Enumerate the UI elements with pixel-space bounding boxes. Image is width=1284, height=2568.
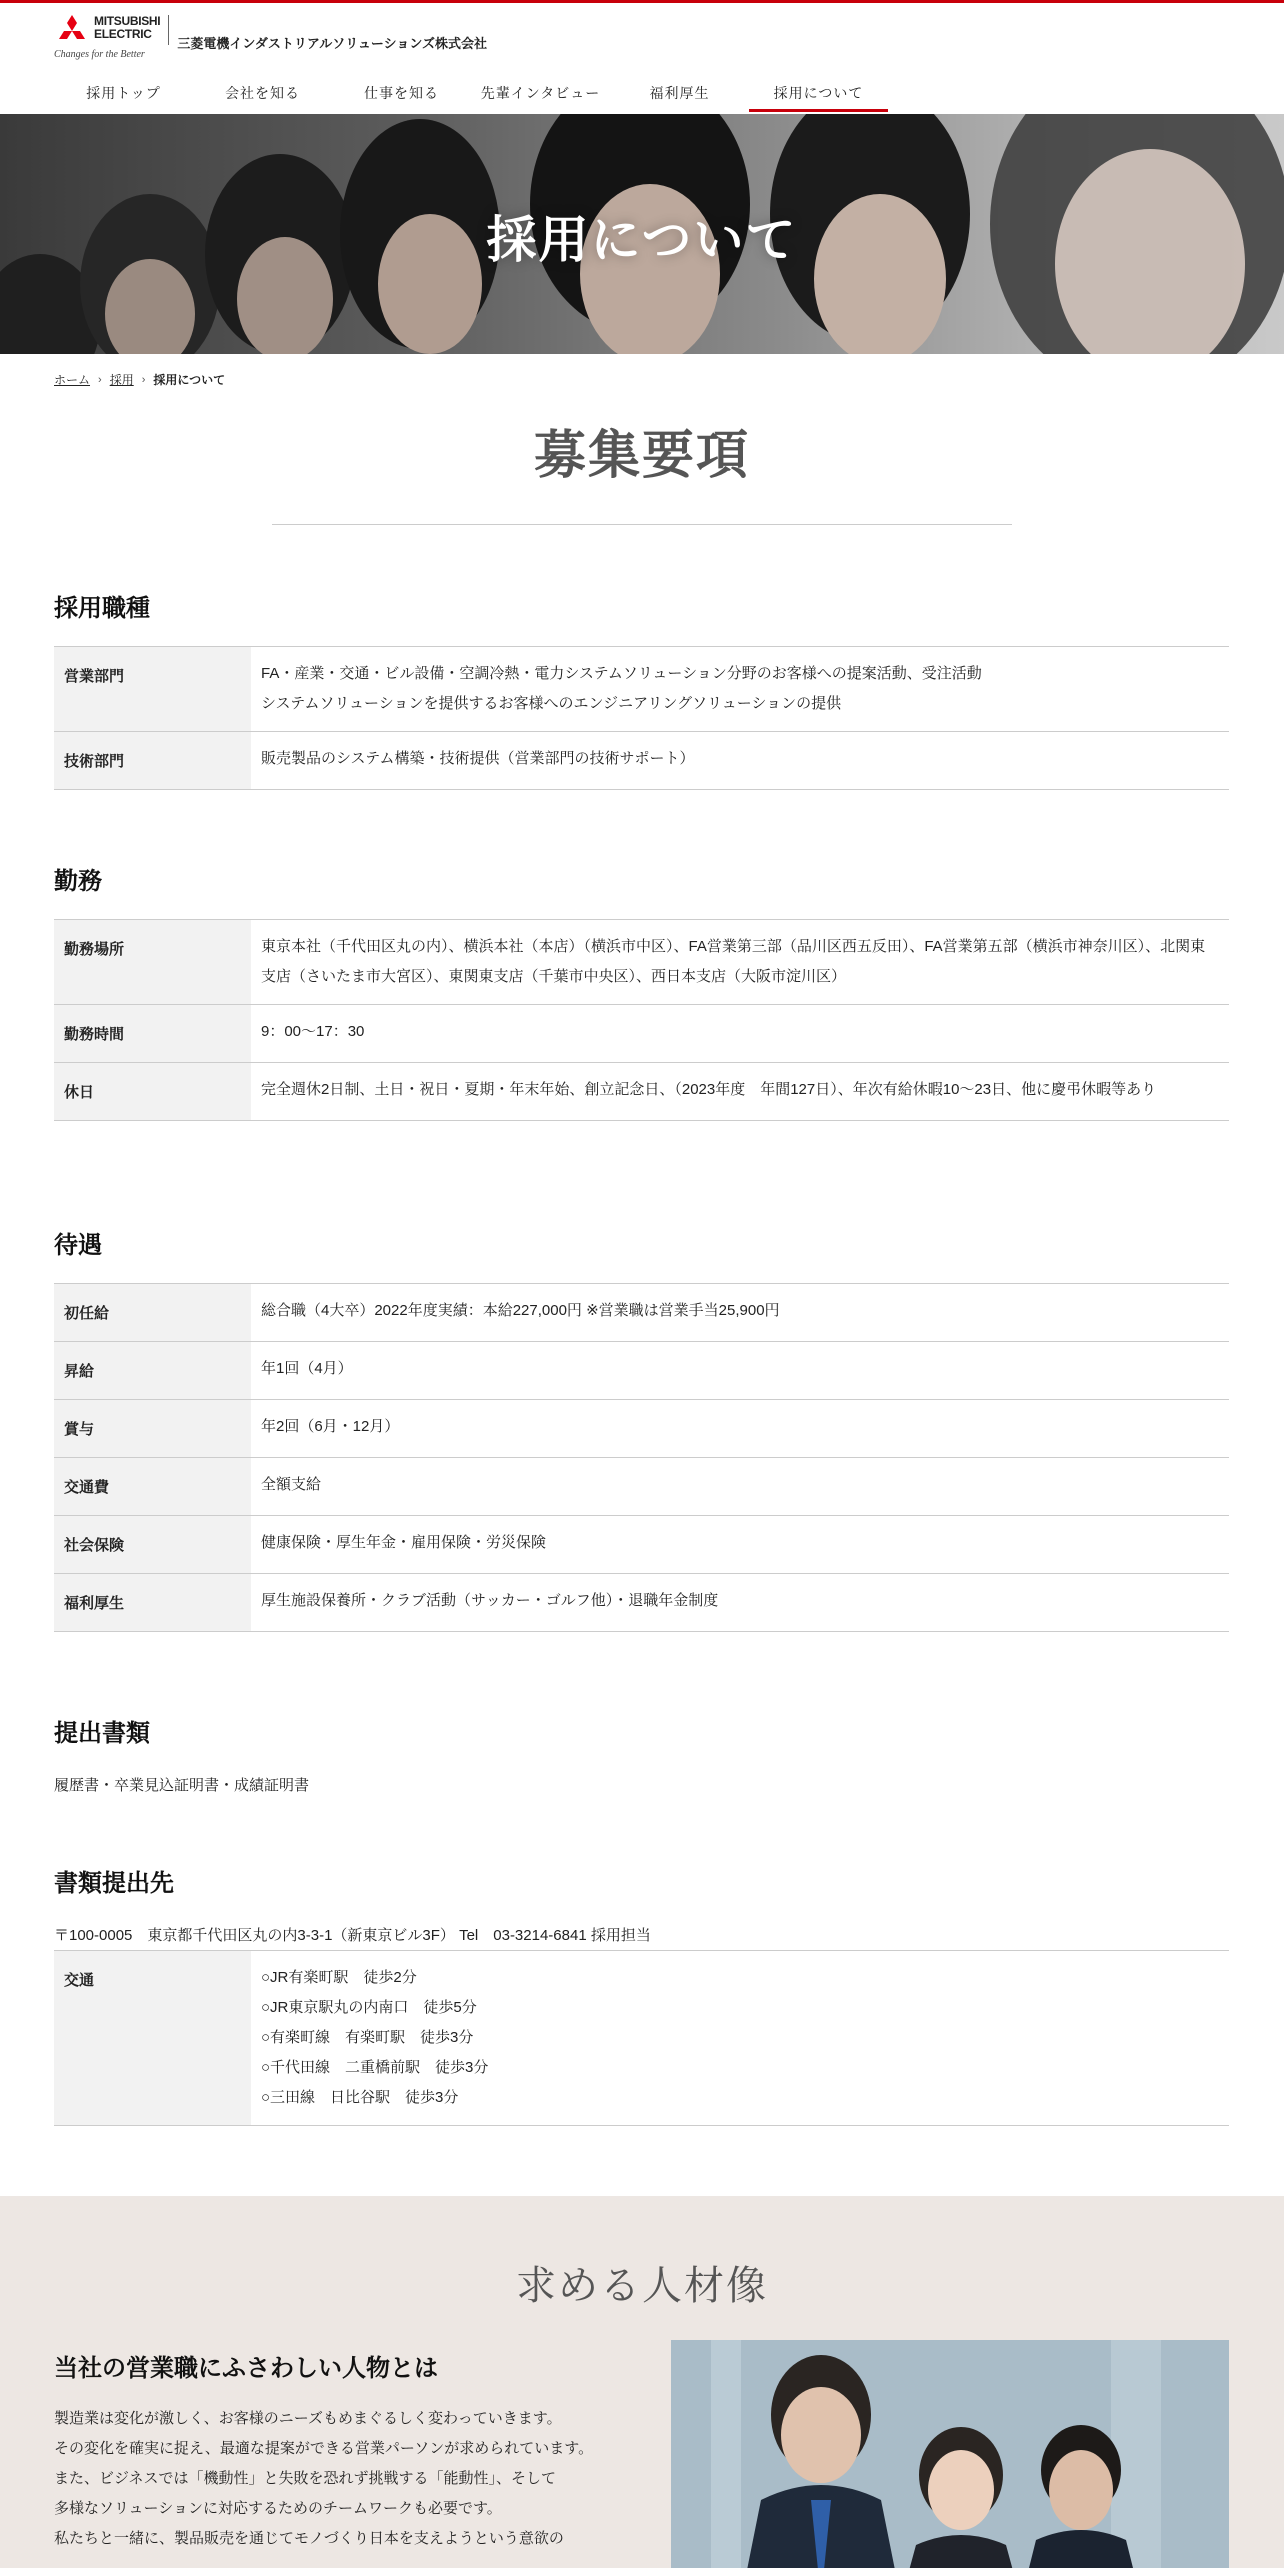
logo-tagline: Changes for the Better: [54, 49, 145, 60]
row-value: 健康保険・厚生年金・雇用保険・労災保険: [251, 1516, 1229, 1574]
table-row: [54, 1342, 1229, 1400]
work-table: [54, 919, 1229, 1121]
nav-item-work[interactable]: 仕事を知る: [364, 85, 439, 101]
section-title-submit: 書類提出先: [54, 1870, 174, 1897]
table-row: [54, 1516, 1229, 1574]
row-label: 勤務場所: [54, 920, 251, 1005]
row-value: 販売製品のシステム構築・技術提供（営業部門の技術サポート）: [251, 732, 1229, 790]
row-value: [251, 647, 1229, 732]
row-value: 完全週休2日制、土日・祝日・夏期・年末年始、創立記念日、（2023年度 年間127日）、年次有給休暇10～23日、他に慶弔休暇等あり: [251, 1063, 1229, 1121]
logo-line-1: MITSUBISHI: [94, 14, 161, 28]
chevron-right-icon: ›: [141, 373, 146, 386]
row-label: 初任給: [54, 1284, 251, 1342]
logo-divider: [168, 15, 169, 45]
row-value: 厚生施設保養所・クラブ活動（サッカー・ゴルフ他）・退職年金制度: [251, 1574, 1229, 1632]
row-label: 営業部門: [54, 647, 251, 732]
table-row: [54, 1574, 1229, 1632]
row-value: 年2回（6月・12月）: [251, 1400, 1229, 1458]
table-row: [54, 1005, 1229, 1063]
page-title: 募集要項: [533, 427, 750, 485]
row-label: 賞与: [54, 1400, 251, 1458]
submit-address: 〒100-0005 東京都千代田区丸の内3-3-1（新東京ビル3F） Tel 03-3214-6841 採用担当: [54, 1927, 651, 1944]
nav-item-welfare[interactable]: 福利厚生: [649, 85, 710, 101]
table-row: [54, 1458, 1229, 1516]
ideal-body: [54, 2404, 614, 2554]
ideal-line: その変化を確実に捉え、最適な提案ができる営業パーソンが求められています。: [54, 2440, 594, 2457]
table-row: [54, 1284, 1229, 1342]
table-row: [54, 1951, 1229, 2126]
row-value-line: システムソリューションを提供するお客様へのエンジニアリングソリューションの提供: [261, 695, 842, 712]
breadcrumb: [54, 371, 225, 388]
breadcrumb-recruit[interactable]: 採用: [109, 373, 134, 387]
nav-item-recruit-top[interactable]: 採用トップ: [86, 85, 161, 101]
access-table: [54, 1950, 1229, 2126]
ideal-line: 製造業は変化が激しく、お客様のニーズもめまぐるしく変わっていきます。: [54, 2410, 562, 2427]
three-diamonds-icon: [54, 15, 90, 47]
ideal-subheading: 当社の営業職にふさわしい人物とは: [54, 2355, 438, 2382]
ideal-line: 私たちと一緒に、製品販売を通じてモノづくり日本を支えようという意欲の: [54, 2530, 564, 2547]
table-row: [54, 920, 1229, 1005]
row-value: 東京本社（千代田区丸の内）、横浜本社（本店）（横浜市中区）、FA営業第三部（品川区西五反田）、FA営業第五部（横浜市神奈川区）、北関東支店（さいたま市大宮区）、東関東支店（千葉市中央区）、西日本支店（大阪市淀川区）: [251, 920, 1229, 1005]
row-value: 9：00～17：30: [251, 1005, 1229, 1063]
ideal-heading: 求める人材像: [516, 2264, 768, 2308]
section-title-work: 勤務: [54, 868, 102, 895]
chevron-right-icon: ›: [98, 373, 102, 386]
nav-item-about-recruit[interactable]: 採用について: [749, 83, 888, 112]
row-value: 年1回（4月）: [251, 1342, 1229, 1400]
list-item: ○三田線 日比谷駅 徒歩3分: [261, 2089, 459, 2106]
treatment-table: [54, 1283, 1229, 1632]
title-divider: [272, 524, 1012, 525]
breadcrumb-home[interactable]: ホーム: [54, 373, 91, 387]
row-label: 社会保険: [54, 1516, 251, 1574]
site-logo[interactable]: [54, 14, 488, 60]
row-label: 休日: [54, 1063, 251, 1121]
table-row: [54, 1400, 1229, 1458]
access-list: [251, 1951, 1229, 2126]
employees-photo: [671, 2340, 1229, 2568]
row-value-line: FA・産業・交通・ビル設備・空調冷熱・電力システムソリューション分野のお客様への提案活動、受注活動: [261, 665, 982, 682]
nav-item-interview[interactable]: 先輩インタビュー: [480, 85, 601, 101]
ideal-line: 多様なソリューションに対応するためのチームワークも必要です。: [54, 2500, 502, 2517]
row-label: 勤務時間: [54, 1005, 251, 1063]
row-value: 全額支給: [251, 1458, 1229, 1516]
row-label: 交通費: [54, 1458, 251, 1516]
list-item: ○JR有楽町駅 徒歩2分: [261, 1969, 417, 1986]
table-row: [54, 1063, 1229, 1121]
section-title-treatment: 待遇: [54, 1232, 102, 1259]
row-label: 技術部門: [54, 732, 251, 790]
list-item: ○千代田線 二重橋前駅 徒歩3分: [261, 2059, 489, 2076]
company-name: 三菱電機インダストリアルソリューションズ株式会社: [177, 36, 488, 51]
list-item: ○有楽町線 有楽町駅 徒歩3分: [261, 2029, 474, 2046]
global-nav: [54, 83, 888, 112]
row-label: 福利厚生: [54, 1574, 251, 1632]
hero-banner: [0, 114, 1284, 354]
site-header: [0, 3, 1284, 114]
logo-line-2: ELECTRIC: [94, 27, 152, 41]
hero-title: 採用について: [486, 212, 798, 268]
table-row: [54, 732, 1229, 790]
ideal-line: また、ビジネスでは「機動性」と失敗を恐れず挑戦する「能動性」、そして: [54, 2470, 557, 2487]
nav-item-company[interactable]: 会社を知る: [225, 85, 300, 101]
row-label: 昇給: [54, 1342, 251, 1400]
ideal-candidate-section: [0, 2196, 1284, 2568]
section-title-jobtypes: 採用職種: [54, 595, 150, 622]
row-label: 交通: [54, 1951, 251, 2126]
row-value: 総合職（4大卒）2022年度実績：本給227,000円 ※営業職は営業手当25,900円: [251, 1284, 1229, 1342]
section-title-documents: 提出書類: [54, 1720, 150, 1747]
documents-text: 履歴書・卒業見込証明書・成績証明書: [54, 1777, 310, 1794]
jobtypes-table: [54, 646, 1229, 790]
breadcrumb-current: 採用について: [153, 373, 226, 387]
table-row: [54, 647, 1229, 732]
list-item: ○JR東京駅丸の内南口 徒歩5分: [261, 1999, 477, 2016]
